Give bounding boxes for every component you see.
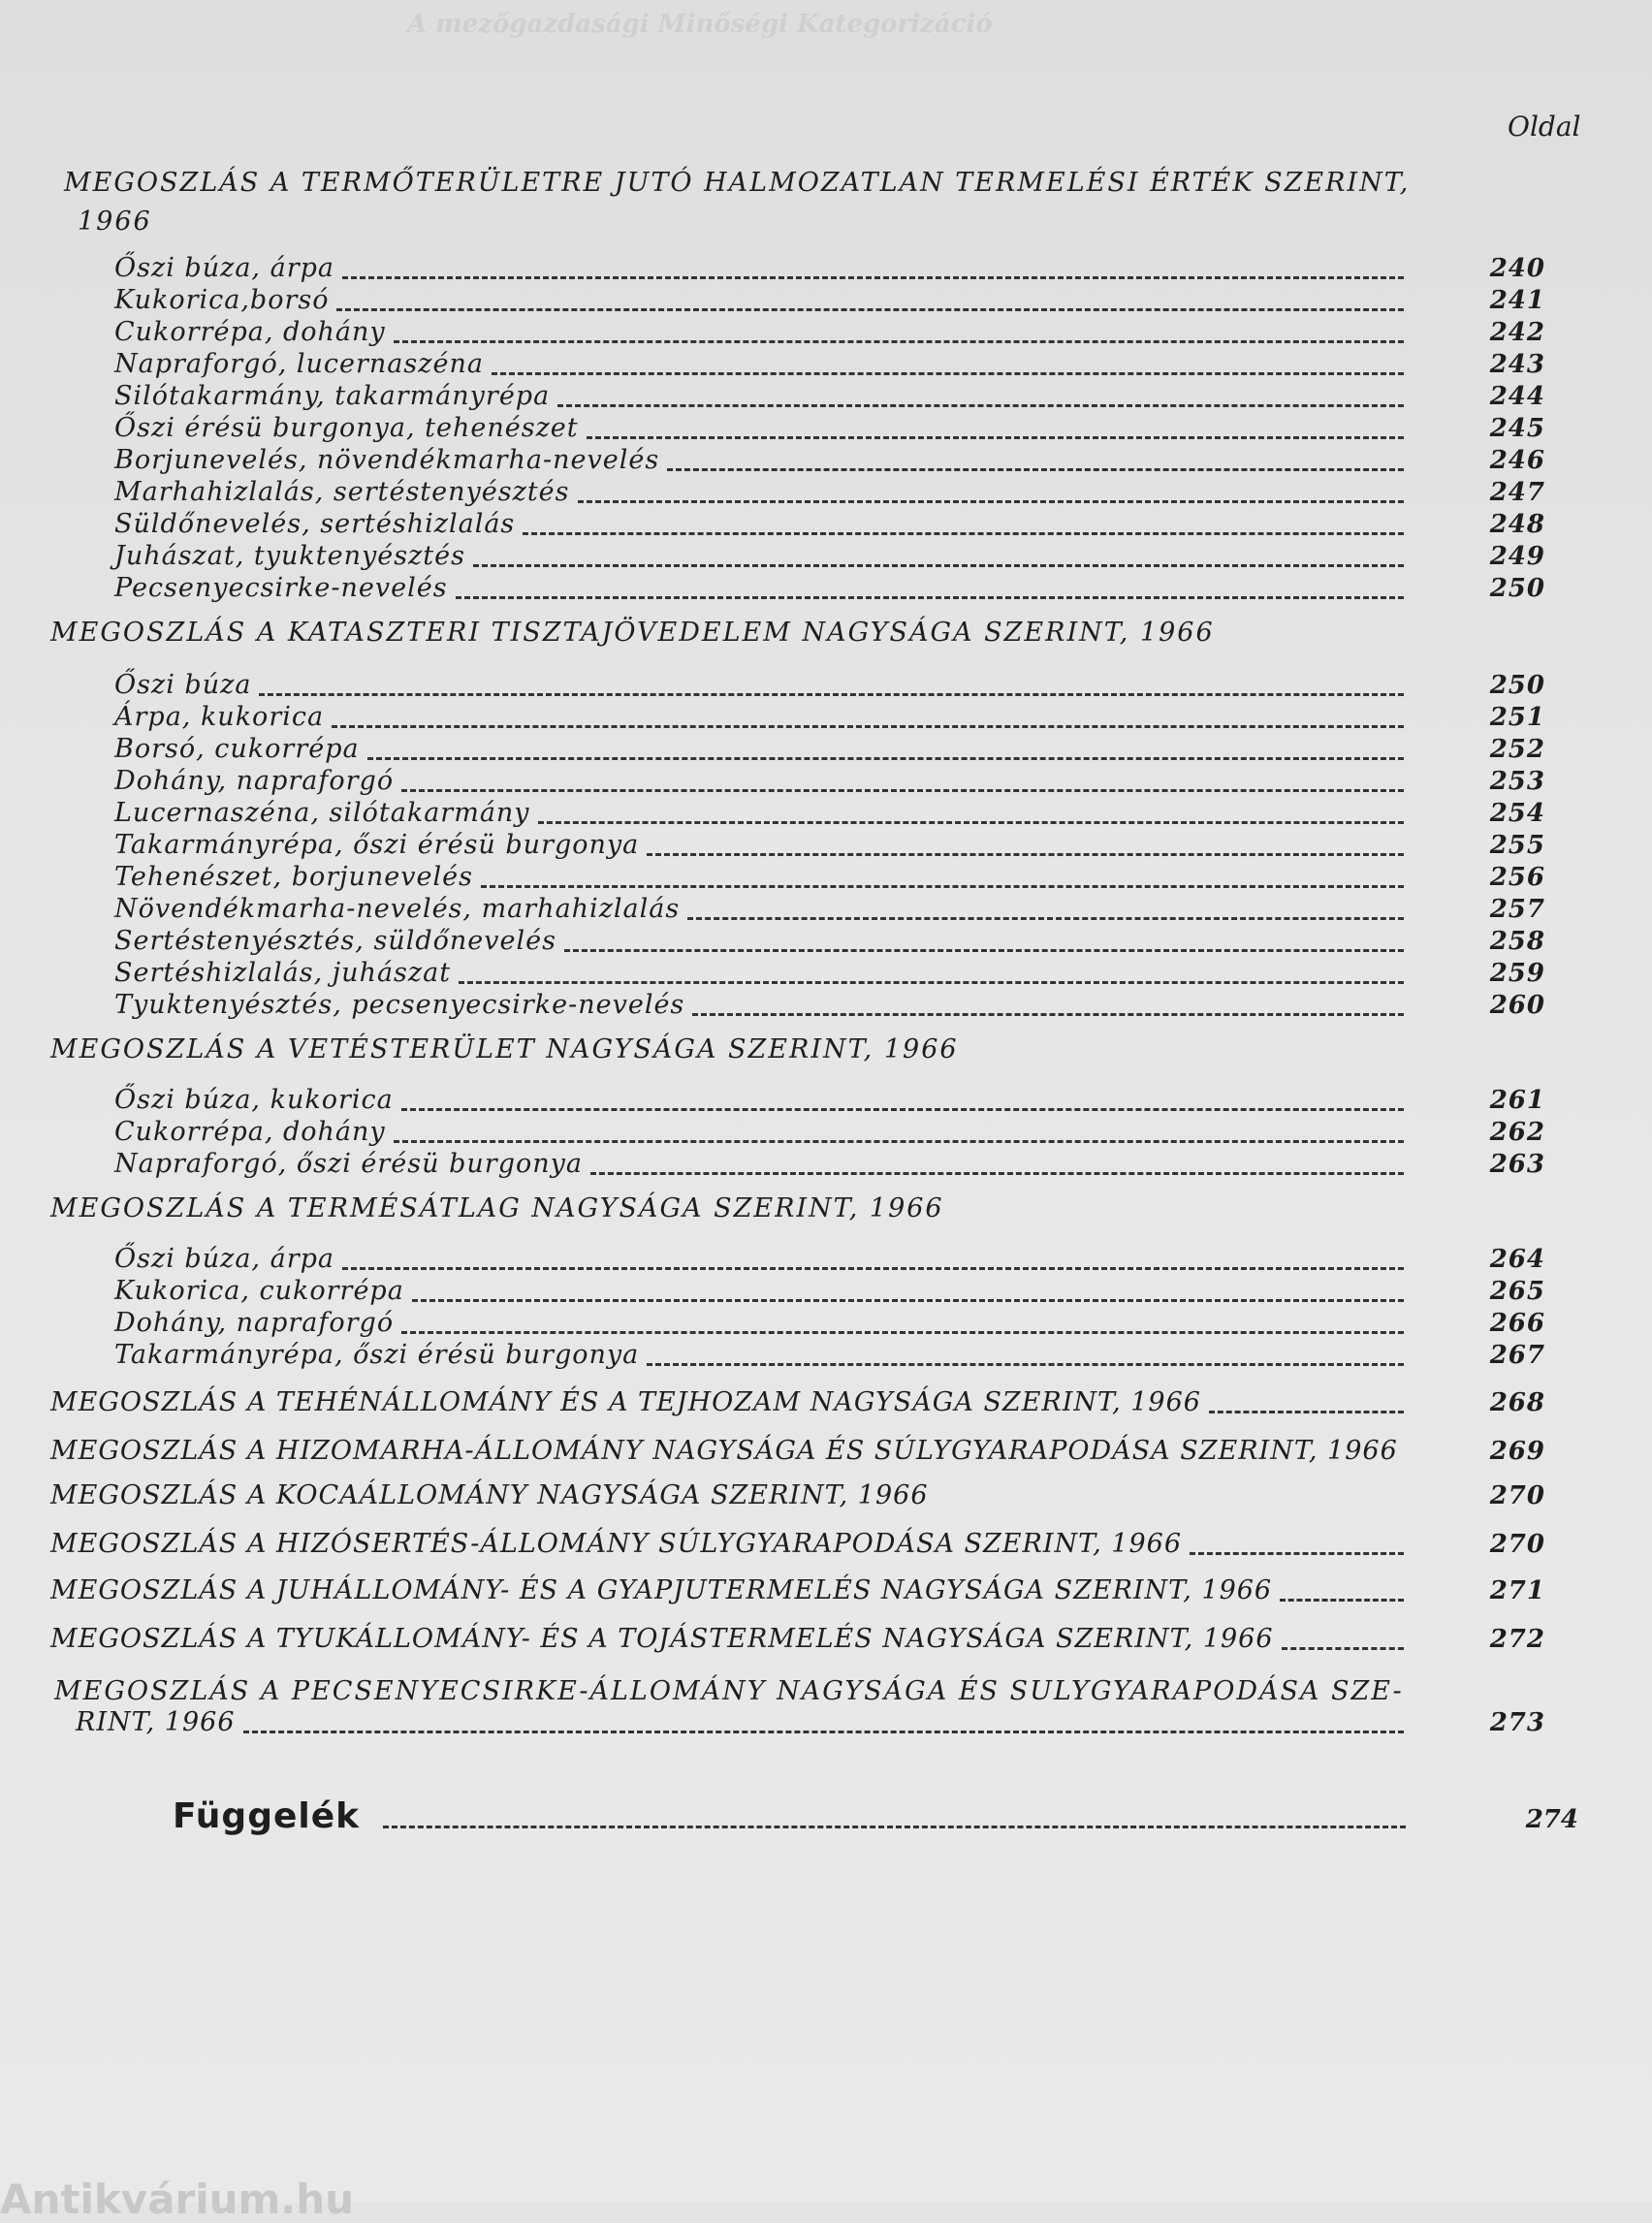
dot-leader	[342, 275, 1404, 279]
toc-page: 269	[1489, 1437, 1545, 1466]
appendix-row[interactable]	[173, 1788, 1578, 1836]
appendix-label: Függelék	[173, 1796, 361, 1836]
toc-main-row[interactable]	[50, 1433, 1545, 1466]
dot-leader	[401, 1107, 1404, 1111]
toc-page: 243	[1489, 350, 1545, 379]
dot-leader	[557, 403, 1404, 407]
dot-leader	[243, 1730, 1404, 1733]
toc-main-label-cont: RINT, 1966	[76, 1707, 236, 1737]
dot-leader	[367, 756, 1404, 760]
toc-page: 251	[1489, 703, 1545, 732]
dot-leader	[473, 563, 1404, 567]
toc-label: Borsó, cukorrépa	[114, 734, 360, 764]
toc-row[interactable]	[114, 250, 1545, 283]
toc-label: Sertéshizlalás, juhászat	[114, 958, 452, 988]
dot-leader	[456, 595, 1404, 599]
toc-label: Marhahizlalás, sertéstenyésztés	[114, 477, 570, 507]
toc-page: 241	[1489, 286, 1545, 315]
dot-leader	[1282, 1646, 1404, 1650]
toc-page: 242	[1489, 318, 1545, 347]
toc-label: Sertéstenyésztés, süldőnevelés	[114, 926, 556, 956]
toc-row[interactable]	[114, 1305, 1545, 1338]
toc-label: Pecsenyecsirke-nevelés	[114, 573, 448, 603]
toc-page: 272	[1489, 1625, 1545, 1654]
dot-leader	[336, 307, 1404, 311]
dot-leader	[647, 852, 1404, 856]
toc-label: Őszi búza, árpa	[114, 1244, 334, 1274]
faint-bleedthrough-heading: A mezőgazdasági Minőségi Kategorizáció	[407, 10, 993, 39]
toc-main-row[interactable]	[50, 1477, 1545, 1510]
toc-page: 240	[1489, 254, 1545, 283]
toc-row[interactable]	[114, 506, 1545, 539]
toc-main-label: MEGOSZLÁS A TYUKÁLLOMÁNY- ÉS A TOJÁSTERMELÉS NAGYSÁGA SZERINT, 1966	[50, 1624, 1274, 1654]
toc-page: 253	[1489, 767, 1545, 796]
toc-label: Lucernaszéna, silótakarmány	[114, 798, 530, 828]
toc-main-label: MEGOSZLÁS A TEHÉNÁLLOMÁNY ÉS A TEJHOZAM NAGYSÁGA SZERINT, 1966	[50, 1387, 1201, 1417]
dot-leader	[401, 1330, 1404, 1334]
toc-row[interactable]	[114, 282, 1545, 315]
toc-page: 262	[1489, 1118, 1545, 1147]
dot-leader	[342, 1266, 1404, 1270]
dot-leader	[1190, 1551, 1404, 1555]
dot-leader	[587, 435, 1404, 439]
dot-leader	[259, 692, 1404, 696]
toc-page: 244	[1489, 382, 1545, 411]
dot-leader	[538, 820, 1404, 824]
dot-leader	[687, 916, 1404, 920]
toc-page: 271	[1489, 1576, 1545, 1605]
toc-label: Árpa, kukorica	[114, 702, 325, 732]
dot-leader	[332, 724, 1404, 728]
toc-page: 248	[1489, 510, 1545, 539]
toc-row[interactable]	[114, 538, 1545, 571]
toc-page: 258	[1489, 927, 1545, 956]
toc-label: Borjunevelés, növendékmarha-nevelés	[114, 445, 660, 475]
dot-leader	[1280, 1598, 1404, 1602]
toc-page: 266	[1489, 1309, 1545, 1338]
dot-leader	[481, 884, 1404, 888]
toc-label: Őszi érésü burgonya, tehenészet	[114, 413, 579, 443]
watermark: Antikvárium.hu	[0, 2175, 355, 2223]
toc-row[interactable]	[114, 378, 1545, 411]
toc-label: Takarmányrépa, őszi érésü burgonya	[114, 830, 640, 860]
toc-row[interactable]	[114, 795, 1545, 828]
section-title: MEGOSZLÁS A KATASZTERI TISZTAJÖVEDELEM NAGYSÁGA SZERINT, 1966	[50, 618, 1215, 648]
toc-row[interactable]	[114, 955, 1545, 988]
appendix-page: 274	[1525, 1805, 1578, 1834]
dot-leader	[383, 1825, 1406, 1828]
dot-leader	[401, 788, 1404, 792]
toc-main-label: MEGOSZLÁS A JUHÁLLOMÁNY- ÉS A GYAPJUTERMELÉS NAGYSÁGA SZERINT, 1966	[50, 1575, 1273, 1605]
dot-leader	[412, 1298, 1404, 1302]
dot-leader	[523, 531, 1404, 535]
dot-leader	[692, 1012, 1404, 1016]
toc-page: 273	[1489, 1708, 1545, 1737]
toc-row[interactable]	[114, 346, 1545, 379]
toc-label: Napraforgó, lucernaszéna	[114, 349, 484, 379]
section-title: MEGOSZLÁS A TERMŐTERÜLETRE JUTÓ HALMOZATLAN TERMELÉSI ÉRTÉK SZERINT,	[64, 168, 1411, 198]
section-title: MEGOSZLÁS A TERMÉSÁTLAG NAGYSÁGA SZERINT, 1966	[50, 1193, 944, 1223]
toc-main-label: MEGOSZLÁS A PECSENYECSIRKE-ÁLLOMÁNY NAGYSÁGA ÉS SULYGYARAPODÁSA SZE-	[54, 1676, 1404, 1706]
toc-row[interactable]	[114, 859, 1545, 892]
toc-row[interactable]	[114, 699, 1545, 732]
toc-row[interactable]	[114, 763, 1545, 796]
dot-leader	[459, 980, 1404, 984]
toc-page: 255	[1489, 831, 1545, 860]
dot-leader	[394, 339, 1404, 343]
toc-page: 259	[1489, 959, 1545, 988]
toc-main-row[interactable]	[50, 1621, 1545, 1654]
toc-row[interactable]	[114, 731, 1545, 764]
dot-leader	[1209, 1410, 1404, 1413]
toc-page: 247	[1489, 478, 1545, 507]
toc-row[interactable]	[114, 987, 1545, 1020]
toc-label: Növendékmarha-nevelés, marhahizlalás	[114, 894, 681, 924]
toc-main-row[interactable]	[50, 1526, 1545, 1559]
toc-label: Tyuktenyésztés, pecsenyecsirke-nevelés	[114, 990, 685, 1020]
toc-main-label: MEGOSZLÁS A HIZÓSERTÉS-ÁLLOMÁNY SÚLYGYARAPODÁSA SZERINT, 1966	[50, 1529, 1183, 1559]
toc-label: Őszi búza, árpa	[114, 253, 334, 283]
toc-page: 254	[1489, 799, 1545, 828]
toc-row[interactable]	[114, 442, 1545, 475]
toc-row[interactable]	[114, 1273, 1545, 1306]
toc-row[interactable]	[114, 314, 1545, 347]
toc-page: 246	[1489, 446, 1545, 475]
toc-page: 261	[1489, 1086, 1545, 1115]
toc-label: Juhászat, tyuktenyésztés	[114, 541, 465, 571]
toc-main-row[interactable]	[50, 1384, 1545, 1417]
toc-page: 256	[1489, 863, 1545, 892]
toc-label: Napraforgó, őszi érésü burgonya	[114, 1149, 583, 1179]
toc-page: 250	[1489, 574, 1545, 603]
toc-row[interactable]	[114, 1114, 1545, 1147]
toc-row[interactable]	[114, 474, 1545, 507]
toc-label: Tehenészet, borjunevelés	[114, 862, 473, 892]
toc-main-label: MEGOSZLÁS A HIZOMARHA-ÁLLOMÁNY NAGYSÁGA ÉS SÚLYGYARAPODÁSA SZERINT, 1966	[50, 1436, 1398, 1466]
toc-label: Őszi búza, kukorica	[114, 1085, 394, 1115]
section-title-cont: 1966	[78, 206, 152, 237]
toc-row[interactable]	[114, 410, 1545, 443]
toc-row[interactable]	[114, 827, 1545, 860]
toc-page: 264	[1489, 1245, 1545, 1274]
toc-page: 270	[1489, 1530, 1545, 1559]
toc-main-row[interactable]	[76, 1704, 1545, 1737]
toc-page: 267	[1489, 1341, 1545, 1370]
toc-row[interactable]	[114, 923, 1545, 956]
toc-label: Kukorica, cukorrépa	[114, 1276, 404, 1306]
toc-row[interactable]	[114, 891, 1545, 924]
section-title: MEGOSZLÁS A VETÉSTERÜLET NAGYSÁGA SZERINT, 1966	[50, 1034, 959, 1064]
dot-leader	[492, 371, 1404, 375]
toc-page: 260	[1489, 991, 1545, 1020]
toc-page: 252	[1489, 735, 1545, 764]
toc-label: Cukorrépa, dohány	[114, 317, 386, 347]
toc-label: Dohány, napraforgó	[114, 766, 395, 796]
toc-row[interactable]	[114, 1082, 1545, 1115]
toc-page: 249	[1489, 542, 1545, 571]
toc-row[interactable]	[114, 570, 1545, 603]
toc-page: 270	[1489, 1481, 1545, 1510]
toc-page: 268	[1489, 1388, 1545, 1417]
dot-leader	[667, 467, 1404, 471]
toc-page: 257	[1489, 895, 1545, 924]
toc-label: Süldőnevelés, sertéshizlalás	[114, 509, 516, 539]
dot-leader	[578, 499, 1404, 503]
dot-leader	[647, 1362, 1404, 1366]
column-header-oldal: Oldal	[1508, 111, 1581, 143]
toc-page: 250	[1489, 671, 1545, 700]
toc-label: Kukorica,borsó	[114, 285, 330, 315]
dot-leader	[564, 948, 1404, 952]
toc-row[interactable]	[114, 1337, 1545, 1370]
toc-page: 245	[1489, 414, 1545, 443]
toc-page: 265	[1489, 1277, 1545, 1306]
dot-leader	[590, 1171, 1404, 1175]
toc-label: Őszi búza	[114, 670, 252, 700]
toc-main-label: MEGOSZLÁS A KOCAÁLLOMÁNY NAGYSÁGA SZERINT, 1966	[50, 1480, 929, 1510]
toc-row[interactable]	[114, 667, 1545, 700]
toc-label: Dohány, napraforgó	[114, 1308, 395, 1338]
toc-row[interactable]	[114, 1241, 1545, 1274]
toc-label: Silótakarmány, takarmányrépa	[114, 381, 551, 411]
toc-label: Cukorrépa, dohány	[114, 1117, 386, 1147]
dot-leader	[394, 1139, 1404, 1143]
toc-page: 263	[1489, 1150, 1545, 1179]
toc-main-row[interactable]	[50, 1572, 1545, 1605]
toc-row[interactable]	[114, 1146, 1545, 1179]
toc-label: Takarmányrépa, őszi érésü burgonya	[114, 1340, 640, 1370]
